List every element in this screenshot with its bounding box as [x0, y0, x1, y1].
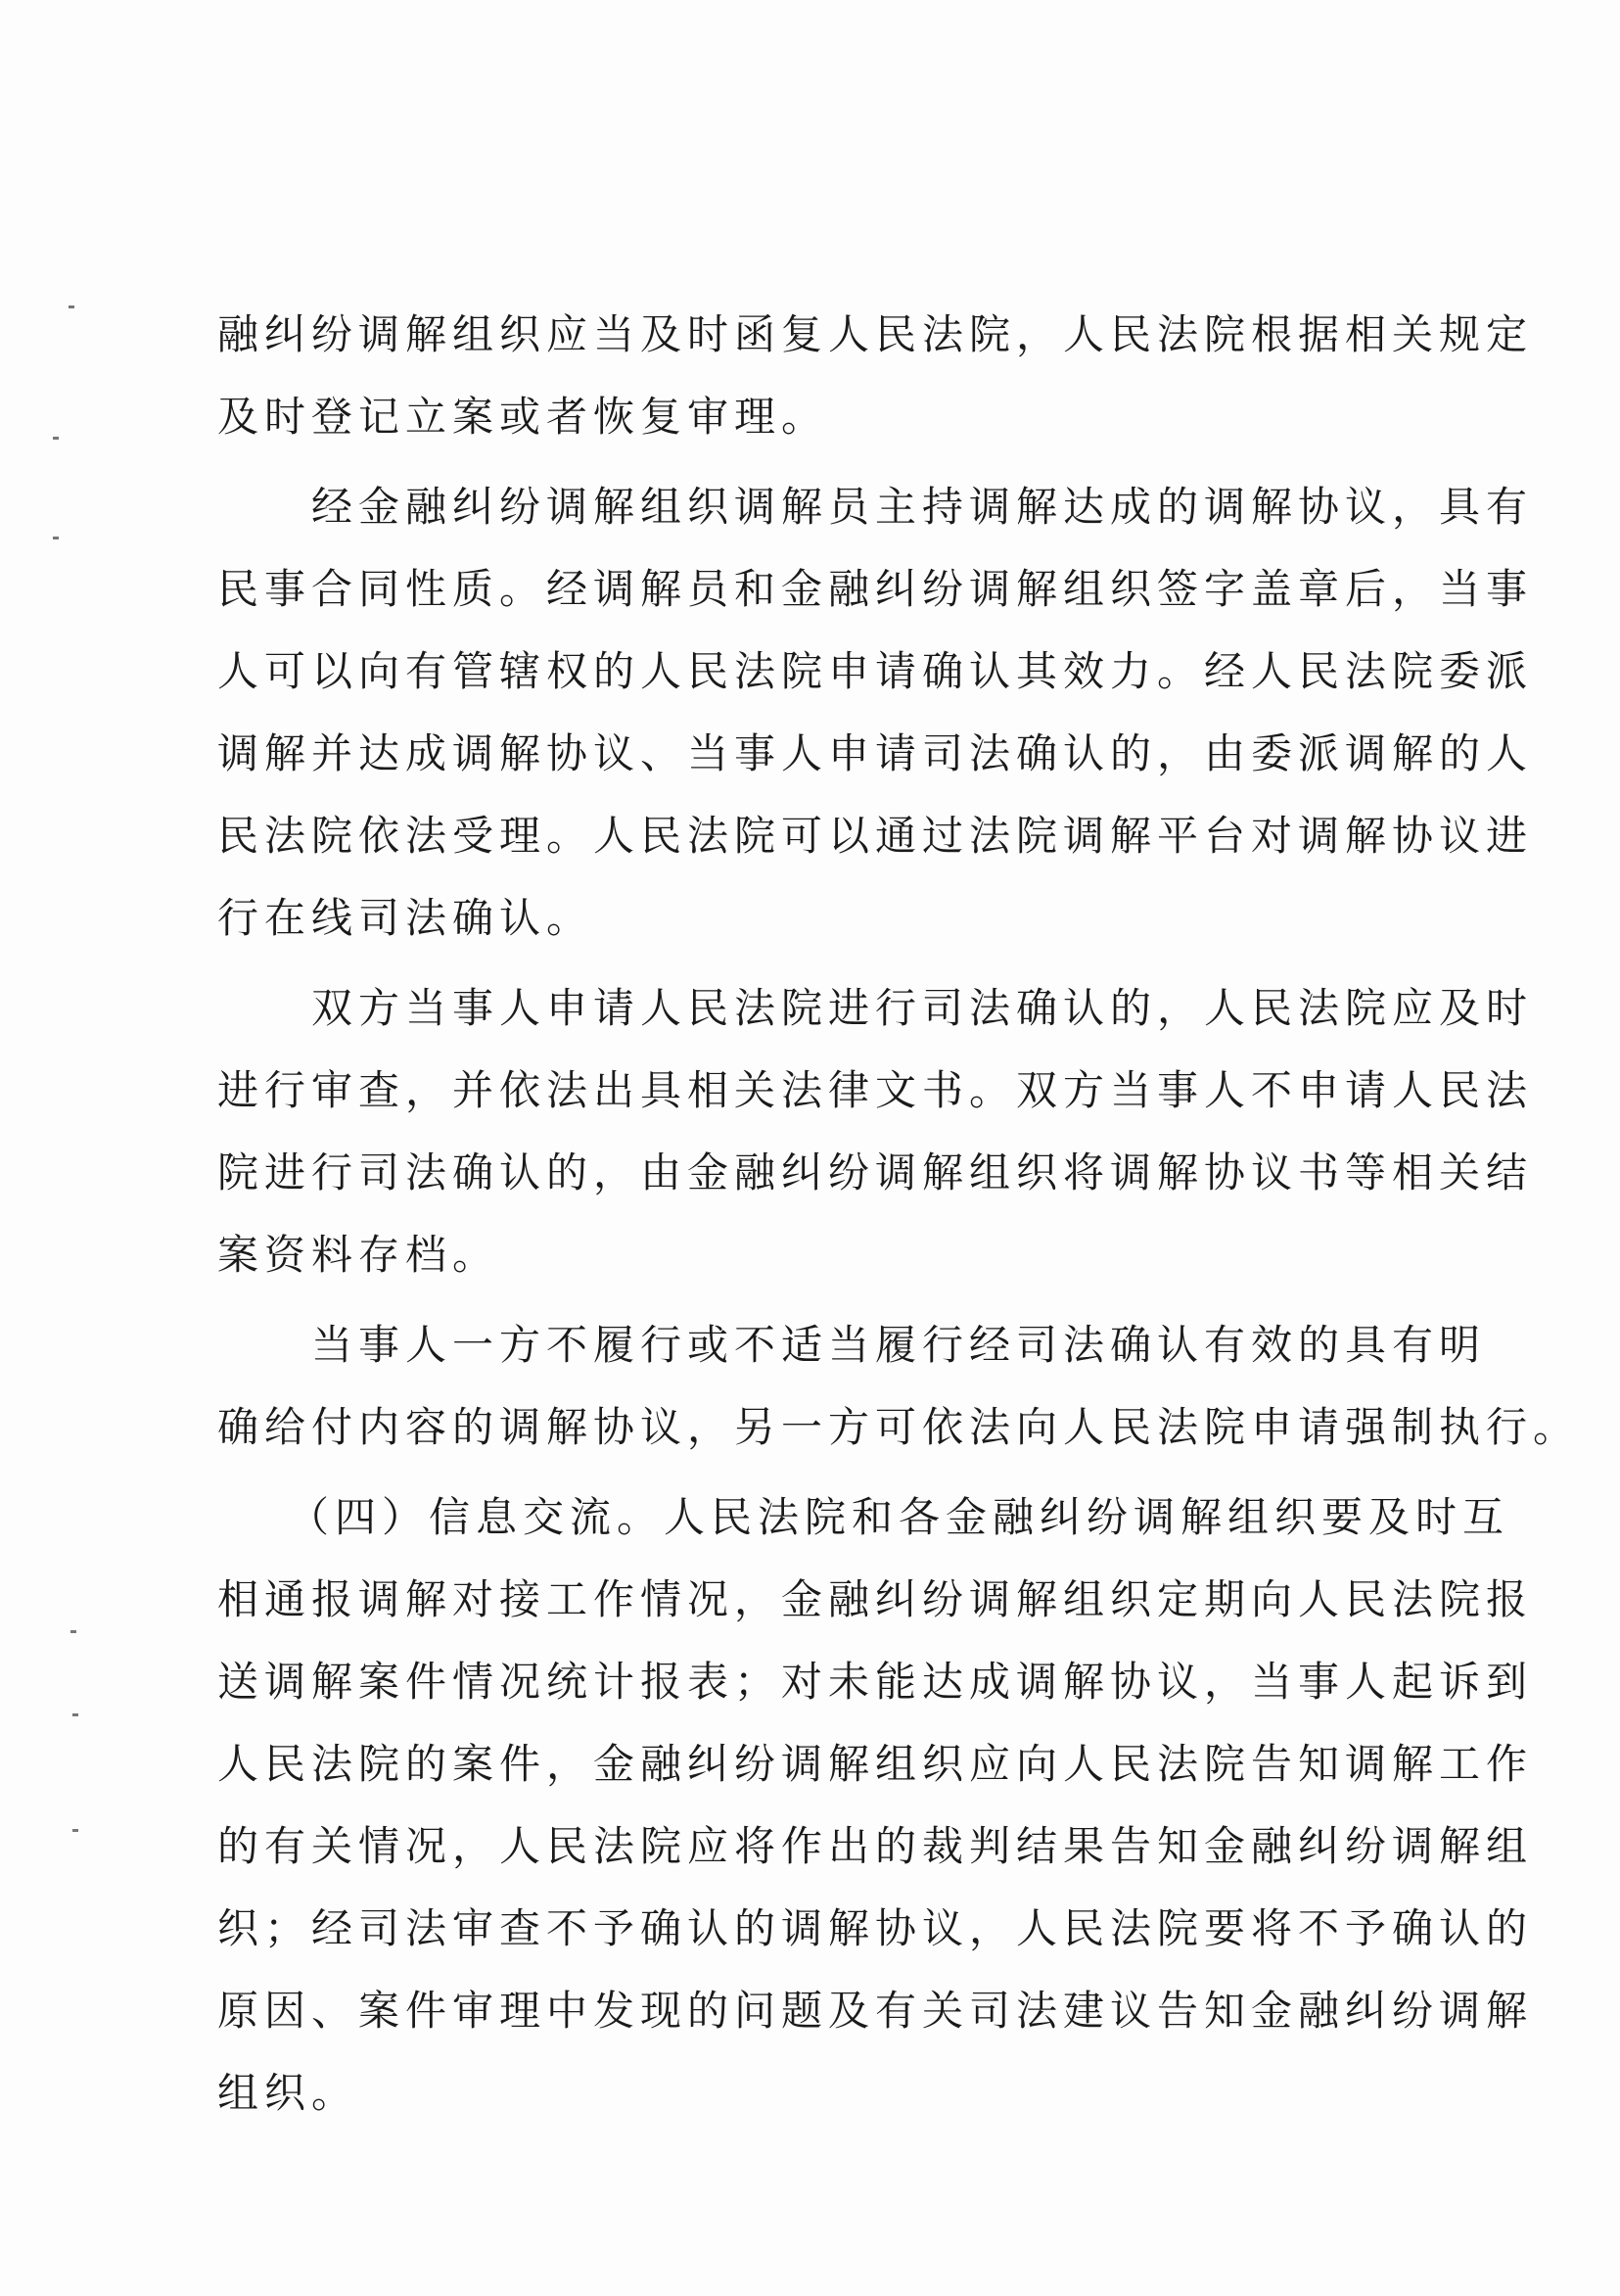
section-heading-line: （四）信息交流。人民法院和各金融纠纷调解组织要及时互 [288, 1493, 1510, 1541]
paragraph-line: 的有关情况，人民法院应将作出的裁判结果告知金融纠纷调解组 [217, 1822, 1534, 1870]
scan-mark [53, 537, 59, 539]
paragraph-line: 人民法院的案件，金融纠纷调解组织应向人民法院告知调解工作 [217, 1740, 1534, 1788]
paragraph-line: 民事合同性质。经调解员和金融纠纷调解组织签字盖章后，当事 [217, 565, 1534, 613]
paragraph-line: 人可以向有管辖权的人民法院申请确认其效力。经人民法院委派 [217, 647, 1534, 695]
document-body [217, 294, 1581, 2134]
paragraph-line: 经金融纠纷调解组织调解员主持调解达成的调解协议，具有 [311, 483, 1534, 531]
scan-mark [53, 437, 59, 440]
paragraph-line: 民法院依法受理。人民法院可以通过法院调解平台对调解协议进 [217, 812, 1534, 860]
paragraph-line: 及时登记立案或者恢复审理。 [217, 393, 829, 441]
paragraph-line: 调解并达成调解协议、当事人申请司法确认的，由委派调解的人 [217, 729, 1534, 777]
paragraph-line: 院进行司法确认的，由金融纠纷调解组织将调解协议书等相关结 [217, 1148, 1534, 1196]
paragraph-line: 当事人一方不履行或不适当履行经司法确认有效的具有明 [311, 1321, 1487, 1369]
paragraph-line: 案资料存档。 [217, 1231, 500, 1279]
paragraph-line: 双方当事人申请人民法院进行司法确认的，人民法院应及时 [311, 984, 1534, 1032]
paragraph-line: 织；经司法审查不予确认的调解协议，人民法院要将不予确认的 [217, 1904, 1534, 1952]
paragraph-line: 送调解案件情况统计报表；对未能达成调解协议，当事人起诉到 [217, 1658, 1534, 1706]
scan-mark [72, 1713, 78, 1716]
paragraph-line: 相通报调解对接工作情况，金融纠纷调解组织定期向人民法院报 [217, 1575, 1534, 1623]
paragraph-line: 融纠纷调解组织应当及时函复人民法院，人民法院根据相关规定 [217, 310, 1534, 358]
paragraph-line: 确给付内容的调解协议，另一方可依法向人民法院申请强制执行。 [217, 1403, 1581, 1451]
paragraph-line: 原因、案件审理中发现的问题及有关司法建议告知金融纠纷调解 [217, 1987, 1534, 2035]
paragraph-line: 行在线司法确认。 [217, 894, 594, 942]
paragraph-line: 进行审查，并依法出具相关法律文书。双方当事人不申请人民法 [217, 1066, 1534, 1114]
paragraph-line: 组织。 [217, 2069, 359, 2117]
scan-mark [69, 305, 74, 308]
scan-mark [72, 1829, 78, 1832]
scan-mark [70, 1630, 76, 1633]
